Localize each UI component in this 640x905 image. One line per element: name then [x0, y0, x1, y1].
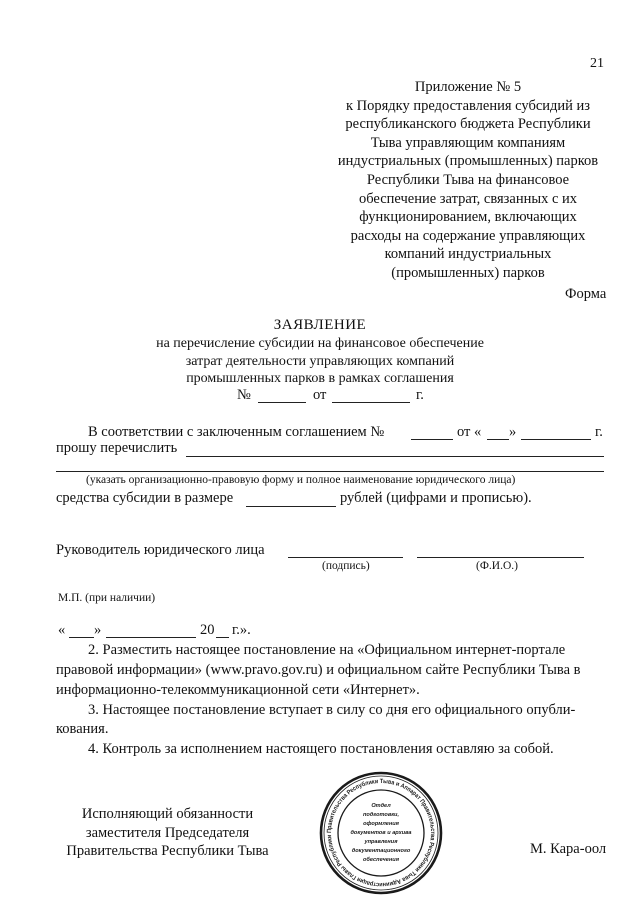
date-end: г.».	[232, 622, 251, 638]
annex-line: республиканского бюджета Республики	[345, 116, 591, 133]
annex-line: к Порядку предоставления субсидий из	[345, 97, 591, 114]
fio-caption: (Ф.И.О.)	[476, 560, 518, 572]
date-year-blank	[216, 637, 229, 638]
agreement-date-blank	[332, 402, 410, 403]
head-label: Руководитель юридического лица	[56, 542, 265, 558]
signatory-line: Правительства Республики Тыва	[66, 843, 269, 860]
date-open-quote: «	[58, 622, 66, 638]
signature-blank	[288, 557, 403, 558]
date-century: 20	[200, 622, 215, 638]
year-suffix-2: г.	[595, 424, 603, 440]
annex-line: расходы на содержание управляющих	[350, 227, 586, 244]
seal-center-line: документационного	[351, 848, 411, 854]
item-line: 4. Контроль за исполнением настоящего постановления оставляю за собой.	[88, 741, 554, 757]
date-close-quote: »	[94, 622, 102, 638]
signatory-name: М. Кара-оол	[530, 841, 607, 857]
agreement-no-blank	[411, 439, 453, 440]
stamp-place: М.П. (при наличии)	[58, 592, 156, 604]
annex-line: компаний индустриальных	[384, 246, 552, 263]
seal-center-line: управления	[364, 839, 398, 845]
item-line: 3. Настоящее постановление вступает в силу со дня его официального опубли-	[88, 702, 576, 718]
from-open-quote: от «	[457, 424, 482, 440]
agreement-number-blank	[258, 402, 306, 403]
seal-center-line: оформления	[363, 821, 399, 827]
number-sign: №	[237, 387, 251, 403]
annex-line: Республики Тыва на финансовое	[366, 171, 570, 188]
item-line: правовой информации» (www.pravo.gov.ru) и официальном сайте Республики Тыва в	[56, 662, 581, 678]
official-seal	[318, 770, 444, 896]
body-line2: прошу перечислить	[56, 440, 178, 456]
fio-blank	[417, 557, 584, 558]
year-suffix: г.	[416, 387, 424, 403]
signatory-block	[55, 805, 280, 861]
annex-line: индустриальных (промышленных) парков	[337, 153, 599, 170]
date-day-blank	[69, 637, 94, 638]
form-label: Форма	[565, 286, 607, 302]
recipient-blank-1	[186, 456, 604, 457]
annex-line: Приложение № 5	[414, 79, 522, 95]
seal-center-line: Отдел	[371, 803, 391, 809]
subtitle-line: промышленных парков в рамках соглашения	[186, 371, 454, 386]
seal-center-line: подготовки,	[362, 812, 400, 818]
seal-center-line: обеспечения	[362, 857, 400, 863]
statement-subtitle	[0, 335, 640, 388]
signatory-line: заместителя Председателя	[85, 824, 250, 841]
annex-line: (промышленных) парков	[391, 264, 545, 281]
subtitle-line: затрат деятельности управляющих компаний	[185, 353, 455, 369]
close-quote: »	[509, 424, 517, 440]
annex-line: Тыва управляющим компаниям	[370, 134, 566, 151]
body-line3: средства субсидии в размере	[56, 490, 234, 506]
seal-center-line: документов и архива	[350, 830, 412, 836]
page-number: 21	[590, 56, 604, 71]
day-blank	[487, 439, 509, 440]
signature-caption: (подпись)	[322, 560, 370, 572]
amount-blank	[246, 506, 336, 507]
signatory-line: Исполняющий обязанности	[81, 806, 254, 822]
annex-block	[300, 78, 636, 283]
item-line: 2. Разместить настоящее постановление на «Официальном интернет-портале	[88, 642, 566, 658]
annex-line: обеспечение затрат, связанных с их	[358, 190, 578, 207]
statement-title: ЗАЯВЛЕНИЕ	[273, 317, 367, 333]
from-label: от	[313, 387, 327, 403]
date-month-blank	[106, 637, 196, 638]
item-line: информационно-телекоммуникационной сети «Интернет».	[56, 682, 420, 698]
seal-ring-text: Правительства Республики Тыва и Аппарат Правительства Республики Тыва Администрация Главы Республики	[325, 777, 437, 889]
body-line3-end: рублей (цифрами и прописью).	[340, 490, 532, 506]
month-blank	[521, 439, 591, 440]
body-line1: В соответствии с заключенным соглашением №	[88, 424, 385, 440]
subtitle-line: на перечисление субсидии на финансовое обеспечение	[156, 336, 484, 351]
hint-caption: (указать организационно-правовую форму и полное наименование юридического лица)	[86, 474, 516, 486]
recipient-blank-2	[56, 471, 604, 472]
annex-line: функционированием, включающих	[359, 209, 577, 226]
item-line: кования.	[56, 721, 109, 737]
